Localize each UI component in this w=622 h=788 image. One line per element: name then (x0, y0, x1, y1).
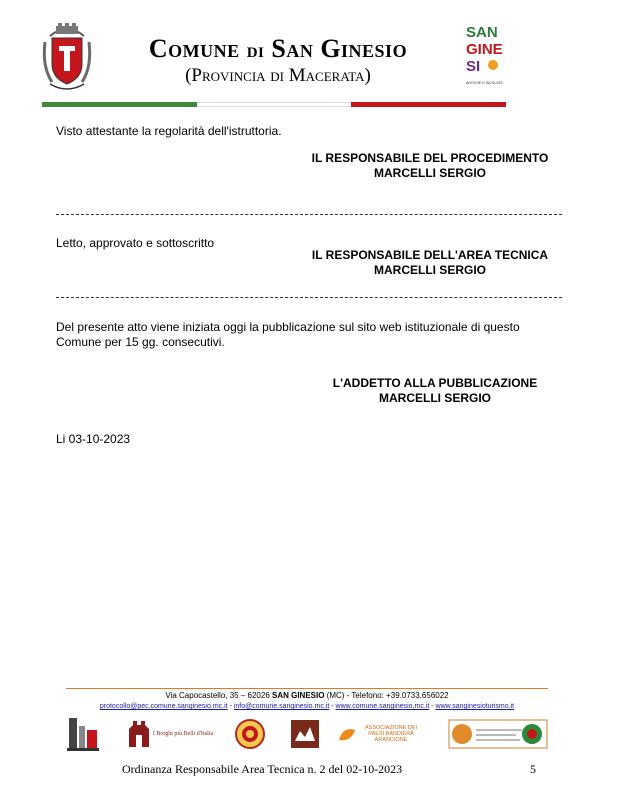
bandiera-verde-logo-icon (232, 716, 268, 752)
partner-logos (64, 716, 550, 754)
signature-name: MARCELLI SERGIO (373, 263, 486, 277)
san-ginesio-brand-logo (462, 20, 506, 90)
signature-name: MARCELLI SERGIO (373, 166, 486, 180)
pec-email-link[interactable]: protocollo@pec.comune.sanginesio.mc.it (99, 703, 228, 710)
signature-name: MARCELLI SERGIO (378, 391, 491, 405)
dashed-divider (56, 214, 562, 215)
heritage-badge-icon (288, 716, 322, 752)
header-title-block (108, 34, 448, 87)
regional-partner-logo (448, 716, 548, 752)
signature-role: L'ADDETTO ALLA PUBBLICAZIONE (332, 376, 538, 390)
flag-white (197, 102, 352, 107)
dashed-divider (56, 297, 562, 298)
tower-logo-icon (64, 716, 102, 752)
italian-flag-divider (42, 102, 506, 107)
letto-statement: Letto, approvato e sottoscritto (56, 236, 215, 250)
visto-statement: Visto attestante la regolarità dell'istruttoria. (56, 124, 282, 138)
signature-block-area-tecnica (300, 248, 560, 278)
website-link[interactable]: www.comune.sanginesio.mc.it (335, 703, 430, 710)
footer-divider (66, 688, 548, 689)
document-date: Li 03-10-2023 (56, 432, 131, 446)
svg-text:SAN: SAN (466, 24, 498, 41)
page-subtitle: (Provincia di Macerata) (185, 65, 371, 86)
borghi-belli-italia-logo: I Borghi più Belli d'Italia (120, 716, 220, 752)
pubblicazione-statement: Del presente atto viene iniziata oggi la pubblicazione sul sito web istituzionale di questo Comune per 15 gg. consecutivi. (56, 320, 520, 349)
page-title: Comune di San Ginesio (148, 34, 408, 63)
tourism-website-link[interactable]: www.sanginesioturismo.it (435, 703, 515, 710)
flag-green (42, 102, 197, 107)
flag-red (351, 102, 506, 107)
svg-text:SI: SI (466, 58, 481, 75)
svg-text:GINE: GINE (466, 41, 503, 58)
bandiera-arancione-logo: ASSOCIAZIONE DEI PAESI BANDIERA ARANCIONE (332, 716, 428, 752)
info-email-link[interactable]: info@comune.sanginesio.mc.it (233, 703, 330, 710)
footer-address: Via Capocastello, 35 – 62026 SAN GINESIO (MC) - Telefono: +39.0733.656022 (165, 691, 449, 700)
svg-text:ANTICHE E INCOLATE: ANTICHE E INCOLATE (466, 81, 503, 85)
signature-block-pubblicazione (310, 376, 560, 406)
signature-role: IL RESPONSABILE DELL'AREA TECNICA (311, 248, 549, 262)
signature-role: IL RESPONSABILE DEL PROCEDIMENTO (311, 151, 549, 165)
page-number: 5 (530, 762, 536, 776)
signature-block-procedimento (300, 151, 560, 181)
document-reference: Ordinanza Responsabile Area Tecnica n. 2 del 02-10-2023 (122, 762, 403, 776)
footer-links: protocollo@pec.comune.sanginesio.mc.it - info@comune.sanginesio.mc.it - www.comune.sanginesio.mc.it - www.sanginesioturismo.it (99, 703, 515, 710)
municipal-crest-icon (42, 22, 92, 94)
